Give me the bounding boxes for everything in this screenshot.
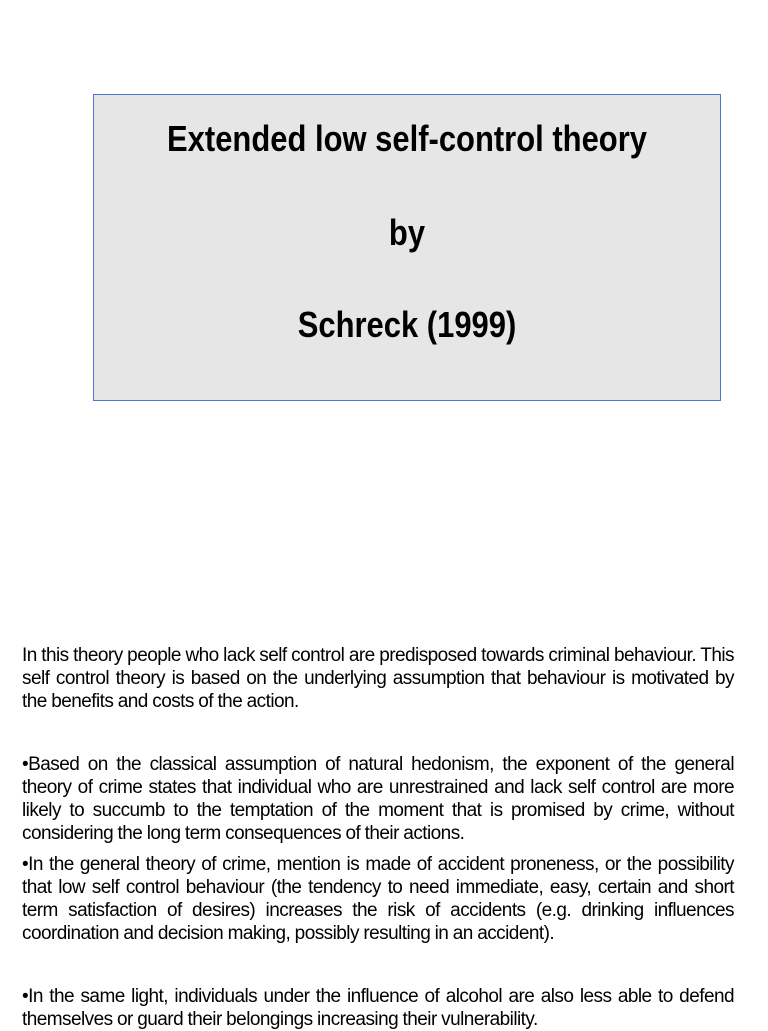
title-box — [93, 94, 721, 401]
bullet-paragraph-accident-proneness: •In the general theory of crime, mention is made of accident proneness, or the possibility that low self control behaviour (the tendency to need immediate, easy, certain and short term satisfaction of desires) increases the risk of accidents (e.g. drinking influences coordination and decision making, possibly resulting in an accident). — [22, 854, 734, 944]
bullet-paragraph-hedonism: •Based on the classical assumption of natural hedonism, the exponent of the general theory of crime states that individual who are unrestrained and lack self control are more likely to succumb to the temptation of the moment that is promised by crime, without considering the long term consequences of their actions. — [22, 754, 734, 844]
title-line-3: Schreck (1999) — [297, 304, 517, 345]
title-line-1: Extended low self-control theory — [167, 118, 647, 159]
bullet-paragraph-alcohol: •In the same light, individuals under the influence of alcohol are also less able to defend themselves or guard their belongings increasing their vulnerability. — [22, 986, 734, 1030]
title-line-2: by — [388, 212, 426, 253]
intro-paragraph: In this theory people who lack self control are predisposed towards criminal behaviour. This self control theory is based on the underlying assumption that behaviour is motivated by the benefits and costs of the action. — [22, 645, 734, 712]
